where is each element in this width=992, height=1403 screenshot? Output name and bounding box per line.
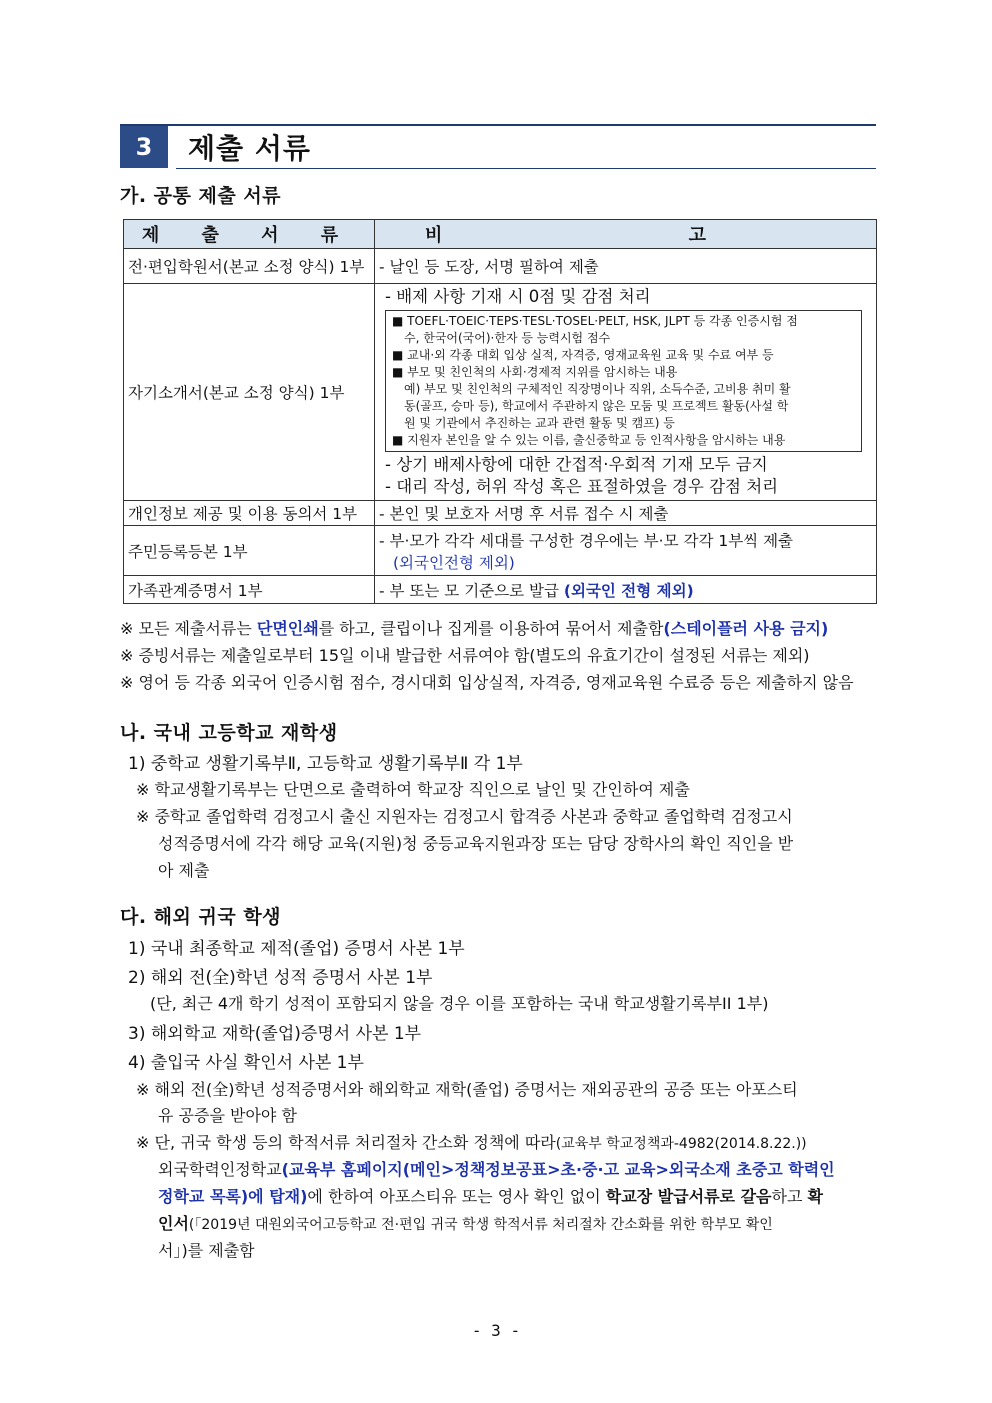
- doc-cell: 자기소개서(본교 소정 양식) 1부: [124, 284, 375, 501]
- box-line: 동(골프, 승마 등), 학교에서 주관하지 않은 모둠 및 프로젝트 활동(사설 학: [404, 399, 789, 413]
- note-line: 서」)를 제출함: [158, 1241, 255, 1260]
- note-text: (교육부 학교정책과-4982(2014.8.22.)): [555, 1136, 807, 1152]
- box-line: ■ 부모 및 친인척의 사회·경제적 지위를 암시하는 내용: [392, 365, 678, 379]
- note-emph: 단면인쇄: [256, 619, 319, 638]
- list-item: 3) 해외학교 재학(졸업)증명서 사본 1부: [128, 1024, 422, 1044]
- documents-table: [123, 219, 877, 604]
- note-cell: [375, 526, 877, 576]
- note-line: ※ 중학교 졸업학력 검정고시 출신 지원자는 검정고시 합격증 사본과 중학교 졸업학력 검정고시: [136, 807, 793, 826]
- note-emph: (교육부 홈페이지(메인>정책정보공표>초·중·고 교육>외국소재 초중고 학력인: [281, 1160, 835, 1179]
- doc-cell: 주민등록등본 1부: [124, 526, 375, 576]
- box-line: ■ 교내·외 각종 대회 입상 실적, 자격증, 영재교육원 교육 및 수료 여부 등: [392, 348, 774, 362]
- note-line: ※ 해외 전(全)학년 성적증명서와 해외학교 재학(졸업) 증명서는 재외공관의 공증 또는 아포스티: [136, 1080, 798, 1099]
- box-line: 예) 부모 및 친인척의 구체적인 직장명이나 직위, 소득수준, 고비용 취미 활: [404, 382, 791, 396]
- note-text: 에 한하여 아포스티유 또는 영사 확인 없이: [307, 1187, 606, 1206]
- note-text: 외국학력인정학교: [158, 1160, 282, 1179]
- note-cell: [375, 576, 877, 604]
- note-emph: 확: [807, 1187, 823, 1206]
- exclusion-box: [385, 310, 862, 452]
- list-item-sub: (단, 최근 4개 학기 성적이 포함되지 않을 경우 이를 포함하는 국내 학교생활기록부II 1부): [150, 994, 769, 1013]
- doc-cell: 전·편입학원서(본교 소정 양식) 1부: [124, 249, 375, 284]
- note-cell: [375, 284, 877, 501]
- table-header-notes: 비 고: [375, 220, 877, 249]
- doc-cell: 가족관계증명서 1부: [124, 576, 375, 604]
- note-line: 성적증명서에 각각 해당 교육(지원)청 중등교육지원과장 또는 담당 장학사의 확인 직인을 받: [158, 834, 794, 853]
- table-row: [124, 284, 877, 501]
- note-emph: 인서: [158, 1214, 189, 1233]
- note-blue: (외국인 전형 제외): [563, 581, 694, 600]
- box-line: ■ 지원자 본인을 알 수 있는 이름, 출신중학교 등 인적사항을 암시하는 내용: [392, 433, 786, 447]
- part-c-heading: 다. 해외 귀국 학생: [120, 906, 282, 928]
- note-text: ※ 단, 귀국 학생 등의 학적서류 처리절차 간소화 정책에 따라: [136, 1133, 556, 1152]
- note-cell: - 본인 및 보호자 서명 후 서류 접수 시 제출: [375, 501, 877, 526]
- table-row: [124, 576, 877, 604]
- doc-cell: 개인정보 제공 및 이용 동의서 1부: [124, 501, 375, 526]
- list-item: 2) 해외 전(全)학년 성적 증명서 사본 1부: [128, 968, 433, 988]
- note-line: ※ 영어 등 각종 외국어 인증시험 점수, 경시대회 입상실적, 자격증, 영재교육원 수료증 등은 제출하지 않음: [120, 673, 854, 692]
- section-number-badge: 3: [120, 126, 168, 168]
- note-text: 를 하고, 클립이나 집게를 이용하여 묶어서 제출함: [318, 619, 664, 638]
- note-line: - 배제 사항 기재 시 0점 및 감점 처리: [385, 287, 651, 306]
- note-line: 아 제출: [158, 861, 210, 880]
- section-top-rule: [120, 124, 876, 126]
- note-line: - 대리 작성, 허위 작성 혹은 표절하였을 경우 감점 처리: [385, 477, 779, 496]
- note-line: ※ 학교생활기록부는 단면으로 출력하여 학교장 직인으로 날인 및 간인하여 제출: [136, 780, 690, 799]
- note-emph: 학교장 발급서류로 갈음: [605, 1187, 772, 1206]
- list-item: 1) 중학교 생활기록부Ⅱ, 고등학교 생활기록부Ⅱ 각 1부: [128, 754, 523, 774]
- note-text: 하고: [771, 1187, 808, 1206]
- section-title: 제출 서류: [188, 132, 311, 165]
- note-line: - 상기 배제사항에 대한 간접적·우회적 기재 모두 금지: [385, 455, 768, 474]
- box-line: 수, 한국어(국어)·한자 등 능력시험 점수: [404, 331, 611, 345]
- note-text: (「2019년 대원외국어고등학교 전·편입 귀국 학생 학적서류 처리절차 간소화를 위한 학부모 확인: [188, 1217, 773, 1233]
- note-text: - 부 또는 모 기준으로 발급: [379, 581, 564, 600]
- note-line: [158, 1184, 823, 1207]
- box-line: ■ TOEFL·TOEIC·TEPS·TESL·TOSEL·PELT, HSK, JLPT 등 각종 인증시험 점: [392, 314, 798, 328]
- note-line: - 부·모가 각각 세대를 구성한 경우에는 부·모 각각 1부씩 제출: [379, 531, 794, 550]
- note-line: [158, 1211, 773, 1234]
- note-emph: 정학교 목록)에 탑재): [158, 1187, 308, 1206]
- list-item: 4) 출입국 사실 확인서 사본 1부: [128, 1053, 364, 1073]
- note-text: ※ 모든 제출서류는: [120, 619, 257, 638]
- note-line: [136, 1130, 807, 1153]
- part-b-heading: 나. 국내 고등학교 재학생: [120, 722, 338, 744]
- section-underline: [176, 168, 876, 169]
- note-blue: (외국인전형 제외): [393, 553, 515, 572]
- table-row: [124, 249, 877, 284]
- part-a-heading: 가. 공통 제출 서류: [120, 185, 282, 207]
- table-row: [124, 501, 877, 526]
- note-line: 유 공증을 받아야 함: [158, 1106, 297, 1125]
- table-header-docs: 제 출 서 류: [124, 220, 375, 249]
- note-line: [120, 616, 828, 639]
- note-cell: - 날인 등 도장, 서명 필하여 제출: [375, 249, 877, 284]
- note-emph: (스테이플러 사용 금지): [663, 619, 829, 638]
- table-header-row: [124, 220, 877, 249]
- list-item: 1) 국내 최종학교 제적(졸업) 증명서 사본 1부: [128, 939, 465, 959]
- table-row: [124, 526, 877, 576]
- page-number: - 3 -: [471, 1321, 521, 1340]
- note-line: [158, 1157, 835, 1180]
- box-line: 원 및 기관에서 추진하는 교과 관련 활동 및 캠프) 등: [404, 416, 675, 430]
- note-line: ※ 증빙서류는 제출일로부터 15일 이내 발급한 서류여야 함(별도의 유효기간이 설정된 서류는 제외): [120, 646, 810, 665]
